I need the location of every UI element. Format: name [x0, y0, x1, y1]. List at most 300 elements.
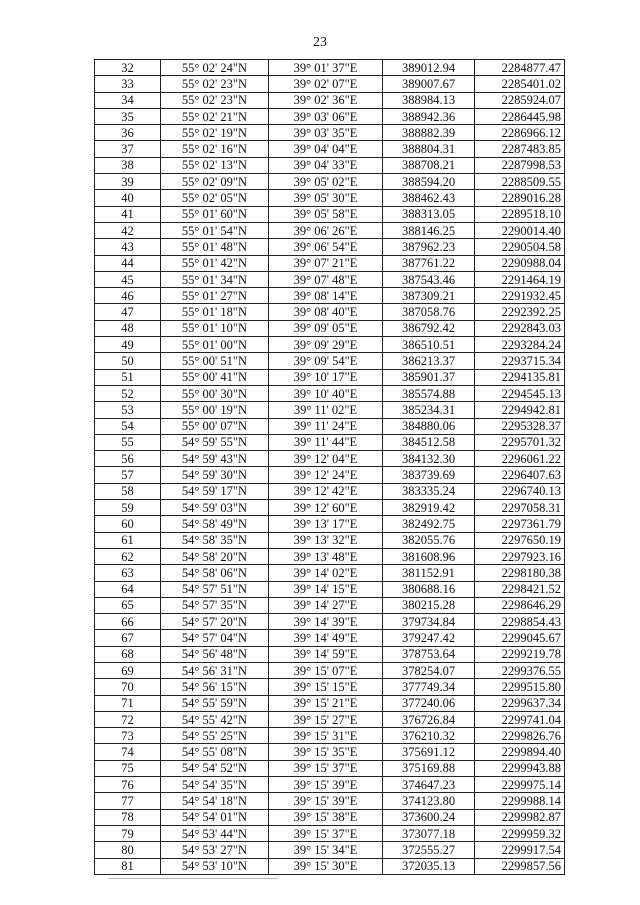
coordinates-table — [94, 59, 565, 875]
y-coordinate-cell: 2297650.19 — [475, 532, 565, 548]
longitude-cell: 39° 15' 38"E — [269, 809, 383, 825]
latitude-cell: 55° 02' 09"N — [161, 174, 269, 190]
latitude-cell: 55° 02' 23"N — [161, 92, 269, 108]
x-coordinate-cell: 372555.27 — [383, 842, 475, 858]
x-coordinate-cell: 382919.42 — [383, 500, 475, 516]
y-coordinate-cell: 2294942.81 — [475, 402, 565, 418]
longitude-cell: 39° 05' 30"E — [269, 190, 383, 206]
point-number-cell: 41 — [95, 206, 161, 222]
x-coordinate-cell: 388462.43 — [383, 190, 475, 206]
longitude-cell: 39° 01' 37"E — [269, 60, 383, 76]
longitude-cell: 39° 03' 06"E — [269, 108, 383, 124]
y-coordinate-cell: 2294135.81 — [475, 369, 565, 385]
x-coordinate-cell: 388594.20 — [383, 174, 475, 190]
latitude-cell: 55° 02' 16"N — [161, 141, 269, 157]
x-coordinate-cell: 378753.64 — [383, 646, 475, 662]
table-row — [95, 679, 565, 695]
point-number-cell: 70 — [95, 679, 161, 695]
latitude-cell: 54° 54' 01"N — [161, 809, 269, 825]
point-number-cell: 40 — [95, 190, 161, 206]
latitude-cell: 55° 00' 51"N — [161, 353, 269, 369]
longitude-cell: 39° 05' 58"E — [269, 206, 383, 222]
latitude-cell: 55° 01' 10"N — [161, 320, 269, 336]
longitude-cell: 39° 13' 48"E — [269, 548, 383, 564]
point-number-cell: 75 — [95, 760, 161, 776]
y-coordinate-cell: 2296407.63 — [475, 467, 565, 483]
latitude-cell: 54° 53' 27"N — [161, 842, 269, 858]
x-coordinate-cell: 387761.22 — [383, 255, 475, 271]
x-coordinate-cell: 386510.51 — [383, 337, 475, 353]
latitude-cell: 55° 01' 18"N — [161, 304, 269, 320]
latitude-cell: 54° 59' 30"N — [161, 467, 269, 483]
latitude-cell: 55° 01' 34"N — [161, 271, 269, 287]
point-number-cell: 66 — [95, 614, 161, 630]
latitude-cell: 54° 59' 03"N — [161, 500, 269, 516]
table-row — [95, 500, 565, 516]
x-coordinate-cell: 384880.06 — [383, 418, 475, 434]
table-row — [95, 174, 565, 190]
longitude-cell: 39° 03' 35"E — [269, 125, 383, 141]
point-number-cell: 55 — [95, 434, 161, 450]
point-number-cell: 62 — [95, 548, 161, 564]
y-coordinate-cell: 2299975.14 — [475, 777, 565, 793]
footer-rule — [108, 878, 278, 879]
x-coordinate-cell: 374123.80 — [383, 793, 475, 809]
latitude-cell: 54° 59' 55"N — [161, 434, 269, 450]
point-number-cell: 33 — [95, 76, 161, 92]
table-row — [95, 760, 565, 776]
x-coordinate-cell: 387962.23 — [383, 239, 475, 255]
x-coordinate-cell: 384512.58 — [383, 434, 475, 450]
point-number-cell: 61 — [95, 532, 161, 548]
table-row — [95, 108, 565, 124]
x-coordinate-cell: 381152.91 — [383, 565, 475, 581]
table-row — [95, 630, 565, 646]
longitude-cell: 39° 13' 17"E — [269, 516, 383, 532]
latitude-cell: 54° 54' 52"N — [161, 760, 269, 776]
point-number-cell: 79 — [95, 825, 161, 841]
y-coordinate-cell: 2299045.67 — [475, 630, 565, 646]
table-row — [95, 222, 565, 238]
point-number-cell: 80 — [95, 842, 161, 858]
longitude-cell: 39° 08' 14"E — [269, 288, 383, 304]
x-coordinate-cell: 378254.07 — [383, 662, 475, 678]
x-coordinate-cell: 388984.13 — [383, 92, 475, 108]
latitude-cell: 55° 01' 00"N — [161, 337, 269, 353]
x-coordinate-cell: 382492.75 — [383, 516, 475, 532]
latitude-cell: 55° 00' 30"N — [161, 385, 269, 401]
point-number-cell: 51 — [95, 369, 161, 385]
table-row — [95, 614, 565, 630]
y-coordinate-cell: 2290014.40 — [475, 222, 565, 238]
y-coordinate-cell: 2289518.10 — [475, 206, 565, 222]
latitude-cell: 55° 02' 24"N — [161, 60, 269, 76]
table-row — [95, 92, 565, 108]
latitude-cell: 54° 58' 35"N — [161, 532, 269, 548]
y-coordinate-cell: 2296061.22 — [475, 451, 565, 467]
y-coordinate-cell: 2297058.31 — [475, 500, 565, 516]
x-coordinate-cell: 376210.32 — [383, 728, 475, 744]
latitude-cell: 54° 59' 17"N — [161, 483, 269, 499]
x-coordinate-cell: 373077.18 — [383, 825, 475, 841]
x-coordinate-cell: 375169.88 — [383, 760, 475, 776]
latitude-cell: 55° 00' 19"N — [161, 402, 269, 418]
point-number-cell: 64 — [95, 581, 161, 597]
table-row — [95, 385, 565, 401]
x-coordinate-cell: 383335.24 — [383, 483, 475, 499]
table-row — [95, 304, 565, 320]
point-number-cell: 76 — [95, 777, 161, 793]
longitude-cell: 39° 15' 30"E — [269, 858, 383, 874]
y-coordinate-cell: 2299982.87 — [475, 809, 565, 825]
x-coordinate-cell: 387058.76 — [383, 304, 475, 320]
point-number-cell: 65 — [95, 597, 161, 613]
point-number-cell: 77 — [95, 793, 161, 809]
table-row — [95, 793, 565, 809]
latitude-cell: 54° 57' 51"N — [161, 581, 269, 597]
latitude-cell: 54° 56' 31"N — [161, 662, 269, 678]
point-number-cell: 36 — [95, 125, 161, 141]
y-coordinate-cell: 2285924.07 — [475, 92, 565, 108]
table-row — [95, 581, 565, 597]
latitude-cell: 54° 55' 08"N — [161, 744, 269, 760]
table-row — [95, 516, 565, 532]
latitude-cell: 55° 01' 42"N — [161, 255, 269, 271]
longitude-cell: 39° 12' 42"E — [269, 483, 383, 499]
point-number-cell: 49 — [95, 337, 161, 353]
longitude-cell: 39° 14' 59"E — [269, 646, 383, 662]
x-coordinate-cell: 388146.25 — [383, 222, 475, 238]
x-coordinate-cell: 388313.05 — [383, 206, 475, 222]
point-number-cell: 45 — [95, 271, 161, 287]
point-number-cell: 32 — [95, 60, 161, 76]
x-coordinate-cell: 385901.37 — [383, 369, 475, 385]
y-coordinate-cell: 2284877.47 — [475, 60, 565, 76]
y-coordinate-cell: 2292843.03 — [475, 320, 565, 336]
latitude-cell: 54° 58' 06"N — [161, 565, 269, 581]
longitude-cell: 39° 14' 15"E — [269, 581, 383, 597]
y-coordinate-cell: 2298646.29 — [475, 597, 565, 613]
x-coordinate-cell: 388708.21 — [383, 157, 475, 173]
y-coordinate-cell: 2299943.88 — [475, 760, 565, 776]
longitude-cell: 39° 12' 24"E — [269, 467, 383, 483]
longitude-cell: 39° 15' 35"E — [269, 744, 383, 760]
table-row — [95, 662, 565, 678]
point-number-cell: 71 — [95, 695, 161, 711]
table-row — [95, 809, 565, 825]
latitude-cell: 55° 00' 41"N — [161, 369, 269, 385]
longitude-cell: 39° 15' 07"E — [269, 662, 383, 678]
table-row — [95, 777, 565, 793]
table-row — [95, 744, 565, 760]
longitude-cell: 39° 02' 07"E — [269, 76, 383, 92]
point-number-cell: 52 — [95, 385, 161, 401]
x-coordinate-cell: 377240.06 — [383, 695, 475, 711]
point-number-cell: 68 — [95, 646, 161, 662]
point-number-cell: 59 — [95, 500, 161, 516]
latitude-cell: 55° 02' 23"N — [161, 76, 269, 92]
table-row — [95, 646, 565, 662]
x-coordinate-cell: 387309.21 — [383, 288, 475, 304]
longitude-cell: 39° 13' 32"E — [269, 532, 383, 548]
y-coordinate-cell: 2292392.25 — [475, 304, 565, 320]
point-number-cell: 57 — [95, 467, 161, 483]
point-number-cell: 74 — [95, 744, 161, 760]
x-coordinate-cell: 388942.36 — [383, 108, 475, 124]
x-coordinate-cell: 372035.13 — [383, 858, 475, 874]
point-number-cell: 67 — [95, 630, 161, 646]
point-number-cell: 47 — [95, 304, 161, 320]
x-coordinate-cell: 376726.84 — [383, 711, 475, 727]
table-row — [95, 125, 565, 141]
point-number-cell: 63 — [95, 565, 161, 581]
y-coordinate-cell: 2285401.02 — [475, 76, 565, 92]
longitude-cell: 39° 12' 60"E — [269, 500, 383, 516]
longitude-cell: 39° 11' 44"E — [269, 434, 383, 450]
x-coordinate-cell: 386792.42 — [383, 320, 475, 336]
latitude-cell: 55° 01' 27"N — [161, 288, 269, 304]
y-coordinate-cell: 2299219.78 — [475, 646, 565, 662]
y-coordinate-cell: 2293284.24 — [475, 337, 565, 353]
y-coordinate-cell: 2289016.28 — [475, 190, 565, 206]
x-coordinate-cell: 385234.31 — [383, 402, 475, 418]
page-number: 23 — [313, 35, 327, 50]
table-row — [95, 369, 565, 385]
point-number-cell: 35 — [95, 108, 161, 124]
table-row — [95, 597, 565, 613]
longitude-cell: 39° 15' 37"E — [269, 760, 383, 776]
y-coordinate-cell: 2297361.79 — [475, 516, 565, 532]
latitude-cell: 54° 57' 20"N — [161, 614, 269, 630]
latitude-cell: 55° 02' 13"N — [161, 157, 269, 173]
latitude-cell: 54° 56' 48"N — [161, 646, 269, 662]
y-coordinate-cell: 2299826.76 — [475, 728, 565, 744]
longitude-cell: 39° 10' 17"E — [269, 369, 383, 385]
latitude-cell: 54° 57' 04"N — [161, 630, 269, 646]
table-row — [95, 711, 565, 727]
latitude-cell: 55° 00' 07"N — [161, 418, 269, 434]
x-coordinate-cell: 379734.84 — [383, 614, 475, 630]
y-coordinate-cell: 2291464.19 — [475, 271, 565, 287]
point-number-cell: 78 — [95, 809, 161, 825]
x-coordinate-cell: 373600.24 — [383, 809, 475, 825]
latitude-cell: 54° 54' 18"N — [161, 793, 269, 809]
latitude-cell: 54° 54' 35"N — [161, 777, 269, 793]
longitude-cell: 39° 06' 26"E — [269, 222, 383, 238]
point-number-cell: 81 — [95, 858, 161, 874]
y-coordinate-cell: 2295328.37 — [475, 418, 565, 434]
table-row — [95, 288, 565, 304]
y-coordinate-cell: 2299959.32 — [475, 825, 565, 841]
longitude-cell: 39° 14' 49"E — [269, 630, 383, 646]
table-row — [95, 239, 565, 255]
longitude-cell: 39° 07' 21"E — [269, 255, 383, 271]
longitude-cell: 39° 15' 27"E — [269, 711, 383, 727]
x-coordinate-cell: 388882.39 — [383, 125, 475, 141]
point-number-cell: 53 — [95, 402, 161, 418]
table-row — [95, 858, 565, 874]
latitude-cell: 54° 55' 59"N — [161, 695, 269, 711]
point-number-cell: 73 — [95, 728, 161, 744]
y-coordinate-cell: 2298421.52 — [475, 581, 565, 597]
longitude-cell: 39° 09' 05"E — [269, 320, 383, 336]
y-coordinate-cell: 2286966.12 — [475, 125, 565, 141]
table-row — [95, 467, 565, 483]
x-coordinate-cell: 379247.42 — [383, 630, 475, 646]
point-number-cell: 34 — [95, 92, 161, 108]
table-row — [95, 337, 565, 353]
table-row — [95, 532, 565, 548]
longitude-cell: 39° 15' 15"E — [269, 679, 383, 695]
x-coordinate-cell: 374647.23 — [383, 777, 475, 793]
table-row — [95, 565, 565, 581]
longitude-cell: 39° 11' 24"E — [269, 418, 383, 434]
x-coordinate-cell: 375691.12 — [383, 744, 475, 760]
longitude-cell: 39° 02' 36"E — [269, 92, 383, 108]
point-number-cell: 58 — [95, 483, 161, 499]
longitude-cell: 39° 14' 39"E — [269, 614, 383, 630]
longitude-cell: 39° 15' 31"E — [269, 728, 383, 744]
table-row — [95, 695, 565, 711]
latitude-cell: 55° 01' 54"N — [161, 222, 269, 238]
y-coordinate-cell: 2287483.85 — [475, 141, 565, 157]
point-number-cell: 43 — [95, 239, 161, 255]
y-coordinate-cell: 2294545.13 — [475, 385, 565, 401]
y-coordinate-cell: 2299917.54 — [475, 842, 565, 858]
point-number-cell: 46 — [95, 288, 161, 304]
x-coordinate-cell: 386213.37 — [383, 353, 475, 369]
longitude-cell: 39° 11' 02"E — [269, 402, 383, 418]
table-row — [95, 418, 565, 434]
longitude-cell: 39° 15' 37"E — [269, 825, 383, 841]
latitude-cell: 55° 02' 19"N — [161, 125, 269, 141]
latitude-cell: 54° 55' 25"N — [161, 728, 269, 744]
table-row — [95, 728, 565, 744]
point-number-cell: 69 — [95, 662, 161, 678]
longitude-cell: 39° 06' 54"E — [269, 239, 383, 255]
table-row — [95, 434, 565, 450]
y-coordinate-cell: 2288509.55 — [475, 174, 565, 190]
longitude-cell: 39° 12' 04"E — [269, 451, 383, 467]
y-coordinate-cell: 2299376.55 — [475, 662, 565, 678]
point-number-cell: 37 — [95, 141, 161, 157]
x-coordinate-cell: 385574.88 — [383, 385, 475, 401]
coordinates-table-body — [95, 60, 565, 875]
table-row — [95, 402, 565, 418]
longitude-cell: 39° 09' 29"E — [269, 337, 383, 353]
table-row — [95, 157, 565, 173]
table-row — [95, 60, 565, 76]
x-coordinate-cell: 389007.67 — [383, 76, 475, 92]
longitude-cell: 39° 05' 02"E — [269, 174, 383, 190]
latitude-cell: 54° 53' 10"N — [161, 858, 269, 874]
table-row — [95, 76, 565, 92]
y-coordinate-cell: 2299741.04 — [475, 711, 565, 727]
table-row — [95, 825, 565, 841]
y-coordinate-cell: 2299894.40 — [475, 744, 565, 760]
y-coordinate-cell: 2286445.98 — [475, 108, 565, 124]
x-coordinate-cell: 381608.96 — [383, 548, 475, 564]
y-coordinate-cell: 2298854.43 — [475, 614, 565, 630]
table-row — [95, 842, 565, 858]
y-coordinate-cell: 2299515.80 — [475, 679, 565, 695]
x-coordinate-cell: 387543.46 — [383, 271, 475, 287]
point-number-cell: 50 — [95, 353, 161, 369]
latitude-cell: 54° 56' 15"N — [161, 679, 269, 695]
table-row — [95, 206, 565, 222]
table-row — [95, 353, 565, 369]
latitude-cell: 54° 57' 35"N — [161, 597, 269, 613]
table-row — [95, 320, 565, 336]
table-row — [95, 141, 565, 157]
point-number-cell: 42 — [95, 222, 161, 238]
longitude-cell: 39° 15' 39"E — [269, 793, 383, 809]
table-row — [95, 190, 565, 206]
latitude-cell: 54° 53' 44"N — [161, 825, 269, 841]
latitude-cell: 55° 02' 21"N — [161, 108, 269, 124]
x-coordinate-cell: 380215.28 — [383, 597, 475, 613]
point-number-cell: 39 — [95, 174, 161, 190]
y-coordinate-cell: 2296740.13 — [475, 483, 565, 499]
y-coordinate-cell: 2299857.56 — [475, 858, 565, 874]
point-number-cell: 56 — [95, 451, 161, 467]
longitude-cell: 39° 08' 40"E — [269, 304, 383, 320]
x-coordinate-cell: 389012.94 — [383, 60, 475, 76]
point-number-cell: 72 — [95, 711, 161, 727]
y-coordinate-cell: 2299988.14 — [475, 793, 565, 809]
table-row — [95, 271, 565, 287]
latitude-cell: 55° 01' 60"N — [161, 206, 269, 222]
longitude-cell: 39° 04' 33"E — [269, 157, 383, 173]
table-row — [95, 255, 565, 271]
x-coordinate-cell: 388804.31 — [383, 141, 475, 157]
x-coordinate-cell: 382055.76 — [383, 532, 475, 548]
y-coordinate-cell: 2290988.04 — [475, 255, 565, 271]
point-number-cell: 60 — [95, 516, 161, 532]
longitude-cell: 39° 14' 02"E — [269, 565, 383, 581]
point-number-cell: 38 — [95, 157, 161, 173]
y-coordinate-cell: 2291932.45 — [475, 288, 565, 304]
point-number-cell: 44 — [95, 255, 161, 271]
latitude-cell: 55° 02' 05"N — [161, 190, 269, 206]
x-coordinate-cell: 377749.34 — [383, 679, 475, 695]
latitude-cell: 54° 59' 43"N — [161, 451, 269, 467]
y-coordinate-cell: 2297923.16 — [475, 548, 565, 564]
table-row — [95, 548, 565, 564]
longitude-cell: 39° 07' 48"E — [269, 271, 383, 287]
longitude-cell: 39° 14' 27"E — [269, 597, 383, 613]
x-coordinate-cell: 380688.16 — [383, 581, 475, 597]
point-number-cell: 54 — [95, 418, 161, 434]
longitude-cell: 39° 09' 54"E — [269, 353, 383, 369]
x-coordinate-cell: 384132.30 — [383, 451, 475, 467]
y-coordinate-cell: 2290504.58 — [475, 239, 565, 255]
y-coordinate-cell: 2293715.34 — [475, 353, 565, 369]
y-coordinate-cell: 2299637.34 — [475, 695, 565, 711]
latitude-cell: 55° 01' 48"N — [161, 239, 269, 255]
y-coordinate-cell: 2295701.32 — [475, 434, 565, 450]
longitude-cell: 39° 04' 04"E — [269, 141, 383, 157]
longitude-cell: 39° 10' 40"E — [269, 385, 383, 401]
x-coordinate-cell: 383739.69 — [383, 467, 475, 483]
table-row — [95, 451, 565, 467]
point-number-cell: 48 — [95, 320, 161, 336]
longitude-cell: 39° 15' 39"E — [269, 777, 383, 793]
longitude-cell: 39° 15' 34"E — [269, 842, 383, 858]
longitude-cell: 39° 15' 21"E — [269, 695, 383, 711]
latitude-cell: 54° 55' 42"N — [161, 711, 269, 727]
table-row — [95, 483, 565, 499]
